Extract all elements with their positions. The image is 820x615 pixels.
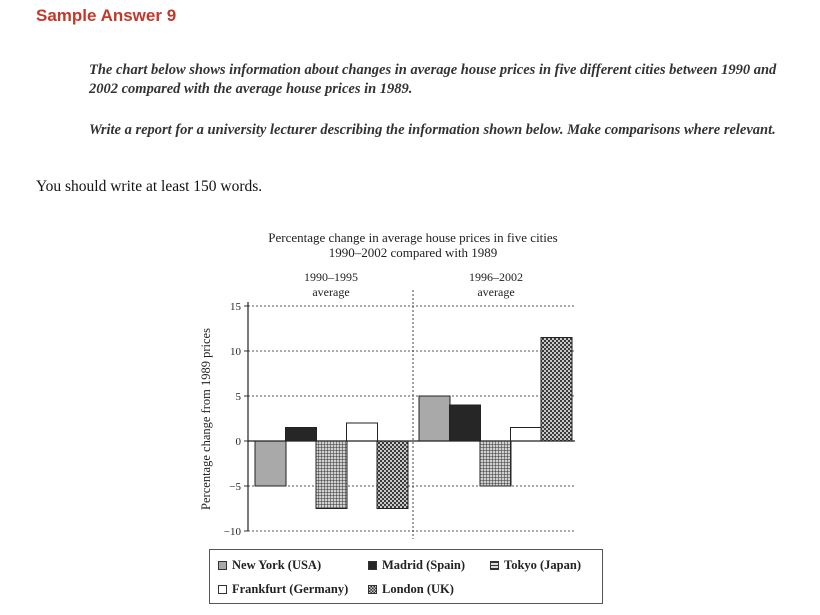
legend-label-frankfurt: Frankfurt (Germany) <box>232 582 349 596</box>
group-label-2-line-1: 1996–2002 <box>469 270 523 284</box>
bar-london-uk-group-2 <box>541 338 572 442</box>
y-tick-label: 15 <box>230 301 241 313</box>
bar-tokyo-japan-group-2 <box>480 441 511 486</box>
group-label-2-line-2: average <box>477 285 515 299</box>
legend-item-new-york <box>218 558 321 573</box>
legend-label-london: London (UK) <box>382 582 454 596</box>
legend-label-tokyo: Tokyo (Japan) <box>504 558 581 572</box>
bar-frankfurt-germany-group-1 <box>347 423 378 441</box>
legend-item-london <box>368 582 454 597</box>
legend-swatch-london <box>368 585 377 594</box>
bar-tokyo-japan-group-1 <box>316 441 347 509</box>
task-instructions: Write a report for a university lecturer describing the information shown below. Make comparisons where relevant. <box>89 122 776 138</box>
y-tick-label: 0 <box>235 436 241 448</box>
legend-label-madrid: Madrid (Spain) <box>382 558 466 572</box>
chart-legend <box>209 549 603 604</box>
bar-new-york-usa-group-2 <box>419 396 450 441</box>
chart-title-line-1: Percentage change in average house prices in five cities <box>268 230 558 245</box>
legend-swatch-madrid <box>368 561 377 570</box>
legend-label-new-york: New York (USA) <box>232 558 322 572</box>
chart-title-line-2: 1990–2002 compared with 1989 <box>328 245 498 260</box>
legend-item-frankfurt <box>218 582 348 597</box>
group-label-1-line-1: 1990–1995 <box>304 270 358 284</box>
bar-frankfurt-germany-group-2 <box>511 428 542 442</box>
bar-madrid-spain-group-2 <box>450 405 481 441</box>
legend-item-tokyo <box>490 558 581 573</box>
bar-madrid-spain-group-1 <box>286 428 317 442</box>
bar-new-york-usa-group-1 <box>255 441 286 486</box>
bar-london-uk-group-1 <box>377 441 408 509</box>
word-count-instruction: You should write at least 150 words. <box>36 178 263 195</box>
group-label-1-line-2: average <box>312 285 350 299</box>
page-heading: Sample Answer 9 <box>36 6 177 25</box>
legend-swatch-new-york <box>218 561 227 570</box>
task-description: The chart below shows information about changes in average house prices in five different cities between 1990 and 2002 compared with the average house prices in 1989. <box>89 62 777 97</box>
y-tick-label: −10 <box>223 526 241 538</box>
y-axis-label: Percentage change from 1989 prices <box>199 328 213 510</box>
legend-swatch-tokyo <box>490 561 499 570</box>
y-tick-label: 10 <box>230 346 241 358</box>
y-tick-label: −5 <box>229 481 241 493</box>
y-tick-label: 5 <box>235 391 241 403</box>
legend-swatch-frankfurt <box>218 585 227 594</box>
legend-item-madrid <box>368 558 465 573</box>
